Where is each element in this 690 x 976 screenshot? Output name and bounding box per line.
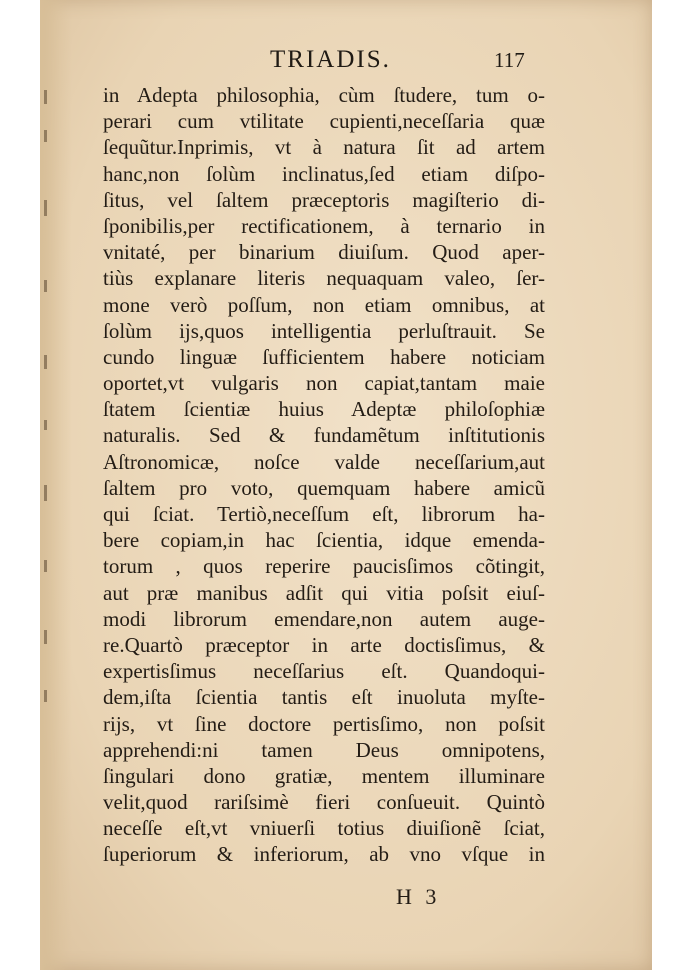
text-line: modi librorum emendare,non autem auge-: [103, 606, 545, 631]
page-number: 117: [494, 48, 525, 72]
text-line: ſequũtur.Inprimis, vt à natura ſit ad artem: [103, 135, 545, 160]
margin-marks: [40, 90, 54, 710]
text-line: ſitus, vel ſaltem præceptoris magiſterio di-: [103, 187, 545, 212]
text-line: expertisſimus neceſſarius eſt. Quandoqui-: [103, 659, 545, 684]
text-line: aut præ manibus adſit qui vitia poſsit eiuſ-: [103, 580, 545, 605]
text-line: perari cum vtilitate cupienti,neceſſaria quæ: [103, 109, 545, 134]
text-line: mone verò poſſum, non etiam omnibus, at: [103, 292, 545, 317]
text-line: ſingulari dono gratiæ, mentem illuminare: [103, 763, 545, 788]
page-header: [0, 46, 690, 80]
text-line: vnitaté, per binarium diuiſum. Quod aper-: [103, 240, 545, 265]
text-line: ſuperiorum & inferiorum, ab vno vſque in: [103, 842, 545, 867]
text-line: ſponibilis,per rectificationem, à ternario in: [103, 213, 545, 238]
text-line: dem,iſta ſcientia tantis eſt inuoluta myſte-: [103, 685, 545, 710]
text-line: qui ſciat. Tertiò,neceſſum eſt, librorum ha-: [103, 502, 545, 526]
text-line: torum , quos reperire paucisſimos cõtingit,: [103, 554, 545, 579]
text-line: tiùs explanare literis nequaquam valeo, ſer-: [103, 266, 545, 291]
text-line: re.Quartò præceptor in arte doctisſimus, &: [103, 632, 545, 657]
body-text: [103, 82, 545, 868]
text-line: Aſtronomicæ, noſce valde neceſſarium,aut: [103, 449, 545, 474]
text-line: apprehendi:ni tamen Deus omnipotens,: [103, 737, 545, 762]
text-line: bere copiam,in hac ſcientia, idque emenda-: [103, 528, 545, 553]
text-line: hanc,non ſolùm inclinatus,ſed etiam diſpo-: [103, 161, 545, 186]
text-line: rijs, vt ſine doctore pertisſimo, non poſsit: [103, 711, 545, 736]
text-line: ſaltem pro voto, quemquam habere amicũ: [103, 475, 545, 500]
text-line: ſtatem ſcientiæ huius Adeptæ philoſophiæ: [103, 397, 545, 422]
signature-mark: H 3: [396, 884, 441, 909]
text-line: oportet,vt vulgaris non capiat,tantam maie: [103, 371, 545, 396]
text-line: naturalis. Sed & fundamẽtum inſtitutionis: [103, 423, 545, 448]
text-line: neceſſe eſt,vt vniuerſi totius diuiſionẽ ſciat,: [103, 816, 545, 841]
text-line: in Adepta philosophia, cùm ſtudere, tum o-: [103, 83, 545, 107]
text-line: ſolùm ijs,quos intelligentia perluſtrauit. Se: [103, 318, 545, 343]
running-head: TRIADIS.: [270, 46, 391, 73]
text-line: cundo linguæ ſufficientem habere noticiam: [103, 344, 545, 369]
text-line: velit,quod rariſsimè fieri conſueuit. Quintò: [103, 790, 545, 815]
